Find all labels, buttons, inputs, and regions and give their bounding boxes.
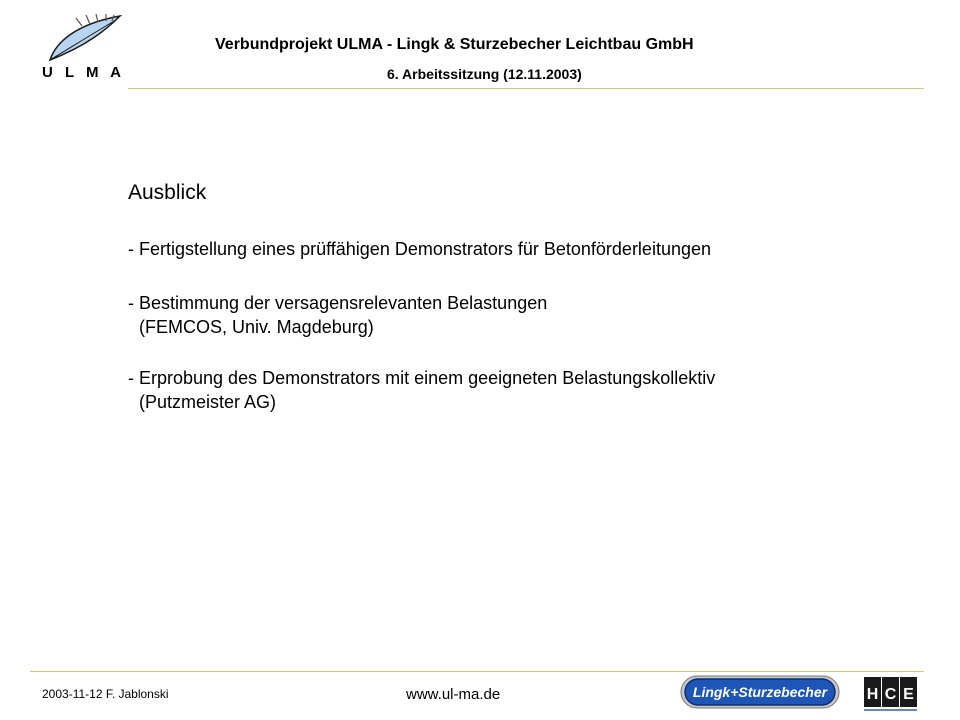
header-divider: [128, 88, 924, 89]
header-subtitle: 6. Arbeitssitzung (12.11.2003): [387, 66, 582, 82]
bullet-item: - Fertigstellung eines prüffähigen Demonstrators für Betonförderleitungen: [128, 239, 711, 259]
bullet-item: - Erprobung des Demonstrators mit einem geeigneten Belastungskollektiv: [128, 368, 716, 388]
hce-letter: E: [903, 686, 914, 703]
header-title: Verbundprojekt ULMA - Lingk & Sturzebecher Leichtbau GmbH: [215, 36, 694, 53]
bullet-continuation: (FEMCOS, Univ. Magdeburg): [139, 317, 374, 337]
hce-logo: [864, 677, 920, 715]
bullet-item: - Bestimmung der versagensrelevanten Belastungen: [128, 293, 548, 313]
slide-heading: Ausblick: [128, 181, 207, 204]
hce-letter: H: [866, 686, 879, 703]
footer-url: www.ul-ma.de: [406, 686, 501, 703]
bullet-continuation: (Putzmeister AG): [139, 392, 277, 412]
lingk-sturzebecher-logo: [680, 675, 840, 709]
footer-divider: [30, 671, 924, 672]
lingk-logo-text: Lingk+Sturzebecher: [692, 684, 828, 700]
ulma-logo: [38, 12, 128, 82]
footer-date-author: 2003-11-12 F. Jablonski: [42, 687, 169, 701]
feather-icon: [46, 12, 126, 64]
ulma-logo-text: U L M A: [42, 64, 125, 81]
hce-letter: C: [884, 686, 897, 703]
